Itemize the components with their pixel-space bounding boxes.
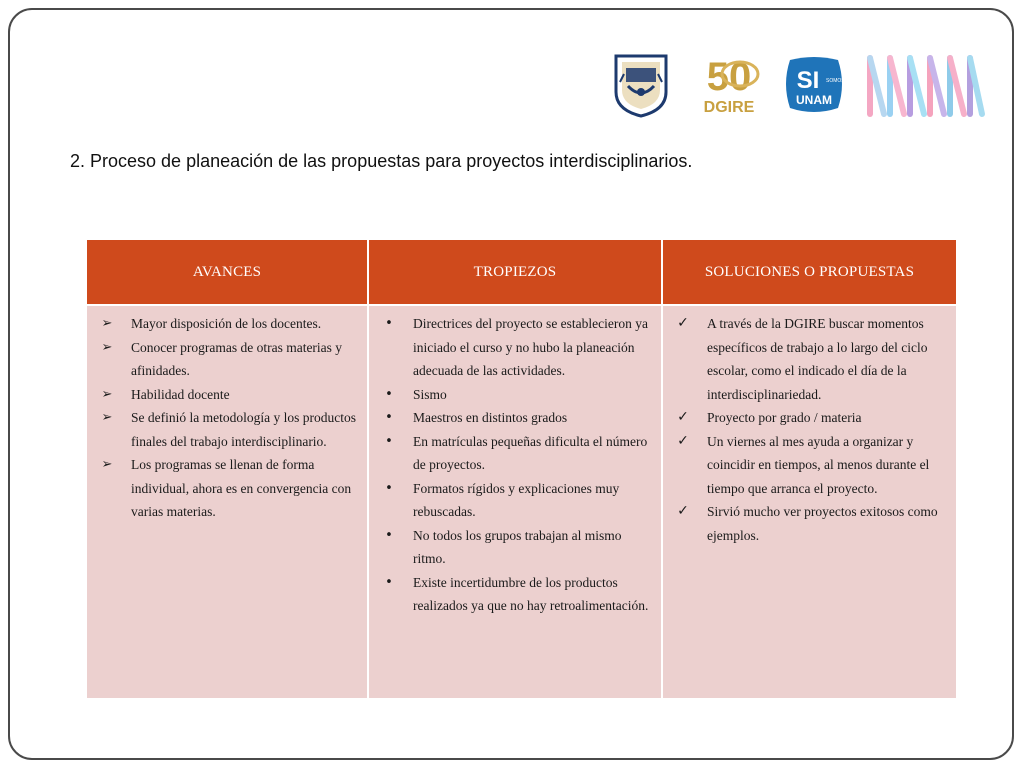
dot-bullet-icon: • <box>385 316 393 331</box>
arrow-bullet-icon: ➢ <box>101 316 113 331</box>
list-item <box>91 312 359 336</box>
list-item-text: Directrices del proyecto se establecieron ya iniciado el curso y no hubo la planeación adecuada de las actividades. <box>413 316 649 378</box>
list-item-text: A través de la DGIRE buscar momentos específicos de trabajo a lo largo del ciclo escolar, como el indicado el día de la interdisciplinariedad. <box>707 316 928 402</box>
checkmark-icon: ✓ <box>677 409 689 425</box>
list-item-text: Proyecto por grado / materia <box>707 410 862 425</box>
list-item-text: Los programas se llenan de forma individual, ahora es en convergencia con varias materias. <box>131 457 352 519</box>
list-item-text: En matrículas pequeñas dificulta el número de proyectos. <box>413 433 648 472</box>
list-item <box>373 524 653 571</box>
avances-cell <box>86 305 368 699</box>
tropiezos-list <box>373 312 653 618</box>
colored-stripes-icon <box>862 52 988 120</box>
list-item-text: Maestros en distintos grados <box>413 410 568 425</box>
list-item <box>373 477 653 524</box>
si-text: SI <box>796 67 820 94</box>
header-avances: AVANCES <box>86 239 368 305</box>
list-item-text: Mayor disposición de los docentes. <box>131 316 322 331</box>
list-item <box>667 430 948 501</box>
dgire-text: DGIRE <box>703 99 755 116</box>
list-item-text: Sirvió mucho ver proyectos exitosos como ejemplos. <box>707 504 938 543</box>
dot-bullet-icon: • <box>385 410 393 425</box>
list-item <box>373 383 653 407</box>
dgire-50-number: 50 <box>706 55 752 99</box>
checkmark-icon: ✓ <box>677 503 689 519</box>
list-item <box>667 312 948 406</box>
arrow-bullet-icon: ➢ <box>101 386 113 402</box>
list-item <box>91 406 359 453</box>
slide-title: 2. Proceso de planeación de las propuestas para proyectos interdisciplinarios. <box>70 151 693 171</box>
list-item <box>91 453 359 524</box>
header-tropiezos: TROPIEZOS <box>368 239 662 305</box>
soluciones-cell <box>662 305 957 699</box>
avances-list <box>91 312 359 524</box>
dot-bullet-icon: • <box>385 386 393 402</box>
list-item-text: Habilidad docente <box>131 386 230 402</box>
list-item <box>667 406 948 430</box>
unam-text: UNAM <box>796 93 832 107</box>
dot-bullet-icon: • <box>385 433 393 449</box>
table-row <box>86 305 957 699</box>
list-item <box>373 430 653 477</box>
header-soluciones: SOLUCIONES O PROPUESTAS <box>662 239 957 305</box>
list-item-text: Sismo <box>413 386 447 402</box>
list-item-text: Conocer programas de otras materias y afinidades. <box>131 339 343 378</box>
arrow-bullet-icon: ➢ <box>101 339 113 355</box>
list-item-text: Un viernes al mes ayuda a organizar y coincidir en tiempos, al menos durante el tiempo que arranca el proyecto. <box>707 433 930 496</box>
dgire-50-logo <box>690 50 768 120</box>
dot-bullet-icon: • <box>385 527 393 543</box>
soluciones-list <box>667 312 948 547</box>
list-item-text: No todos los grupos trabajan al mismo ritmo. <box>413 527 622 566</box>
unam-seal-icon <box>610 52 672 118</box>
list-item <box>91 336 359 383</box>
dot-bullet-icon: • <box>385 574 393 590</box>
checkmark-icon: ✓ <box>677 432 689 449</box>
planning-table <box>85 238 958 700</box>
logo-strip <box>608 48 992 120</box>
list-item <box>373 406 653 430</box>
table-header-row <box>86 239 957 305</box>
list-item <box>373 571 653 618</box>
list-item-text: Formatos rígidos y explicaciones muy rebuscadas. <box>413 480 620 519</box>
dot-bullet-icon: • <box>385 480 393 496</box>
list-item <box>373 312 653 383</box>
si-somos-unam-logo <box>780 54 848 116</box>
tropiezos-cell <box>368 305 662 699</box>
somos-text: SOMOS <box>826 78 845 84</box>
list-item-text: Se definió la metodología y los productos finales del trabajo interdisciplinario. <box>131 410 356 449</box>
arrow-bullet-icon: ➢ <box>101 457 113 472</box>
list-item <box>667 500 948 547</box>
list-item <box>91 383 359 407</box>
checkmark-icon: ✓ <box>677 315 689 331</box>
arrow-bullet-icon: ➢ <box>101 410 113 425</box>
list-item-text: Existe incertidumbre de los productos realizados ya que no hay retroalimentación. <box>413 574 649 613</box>
